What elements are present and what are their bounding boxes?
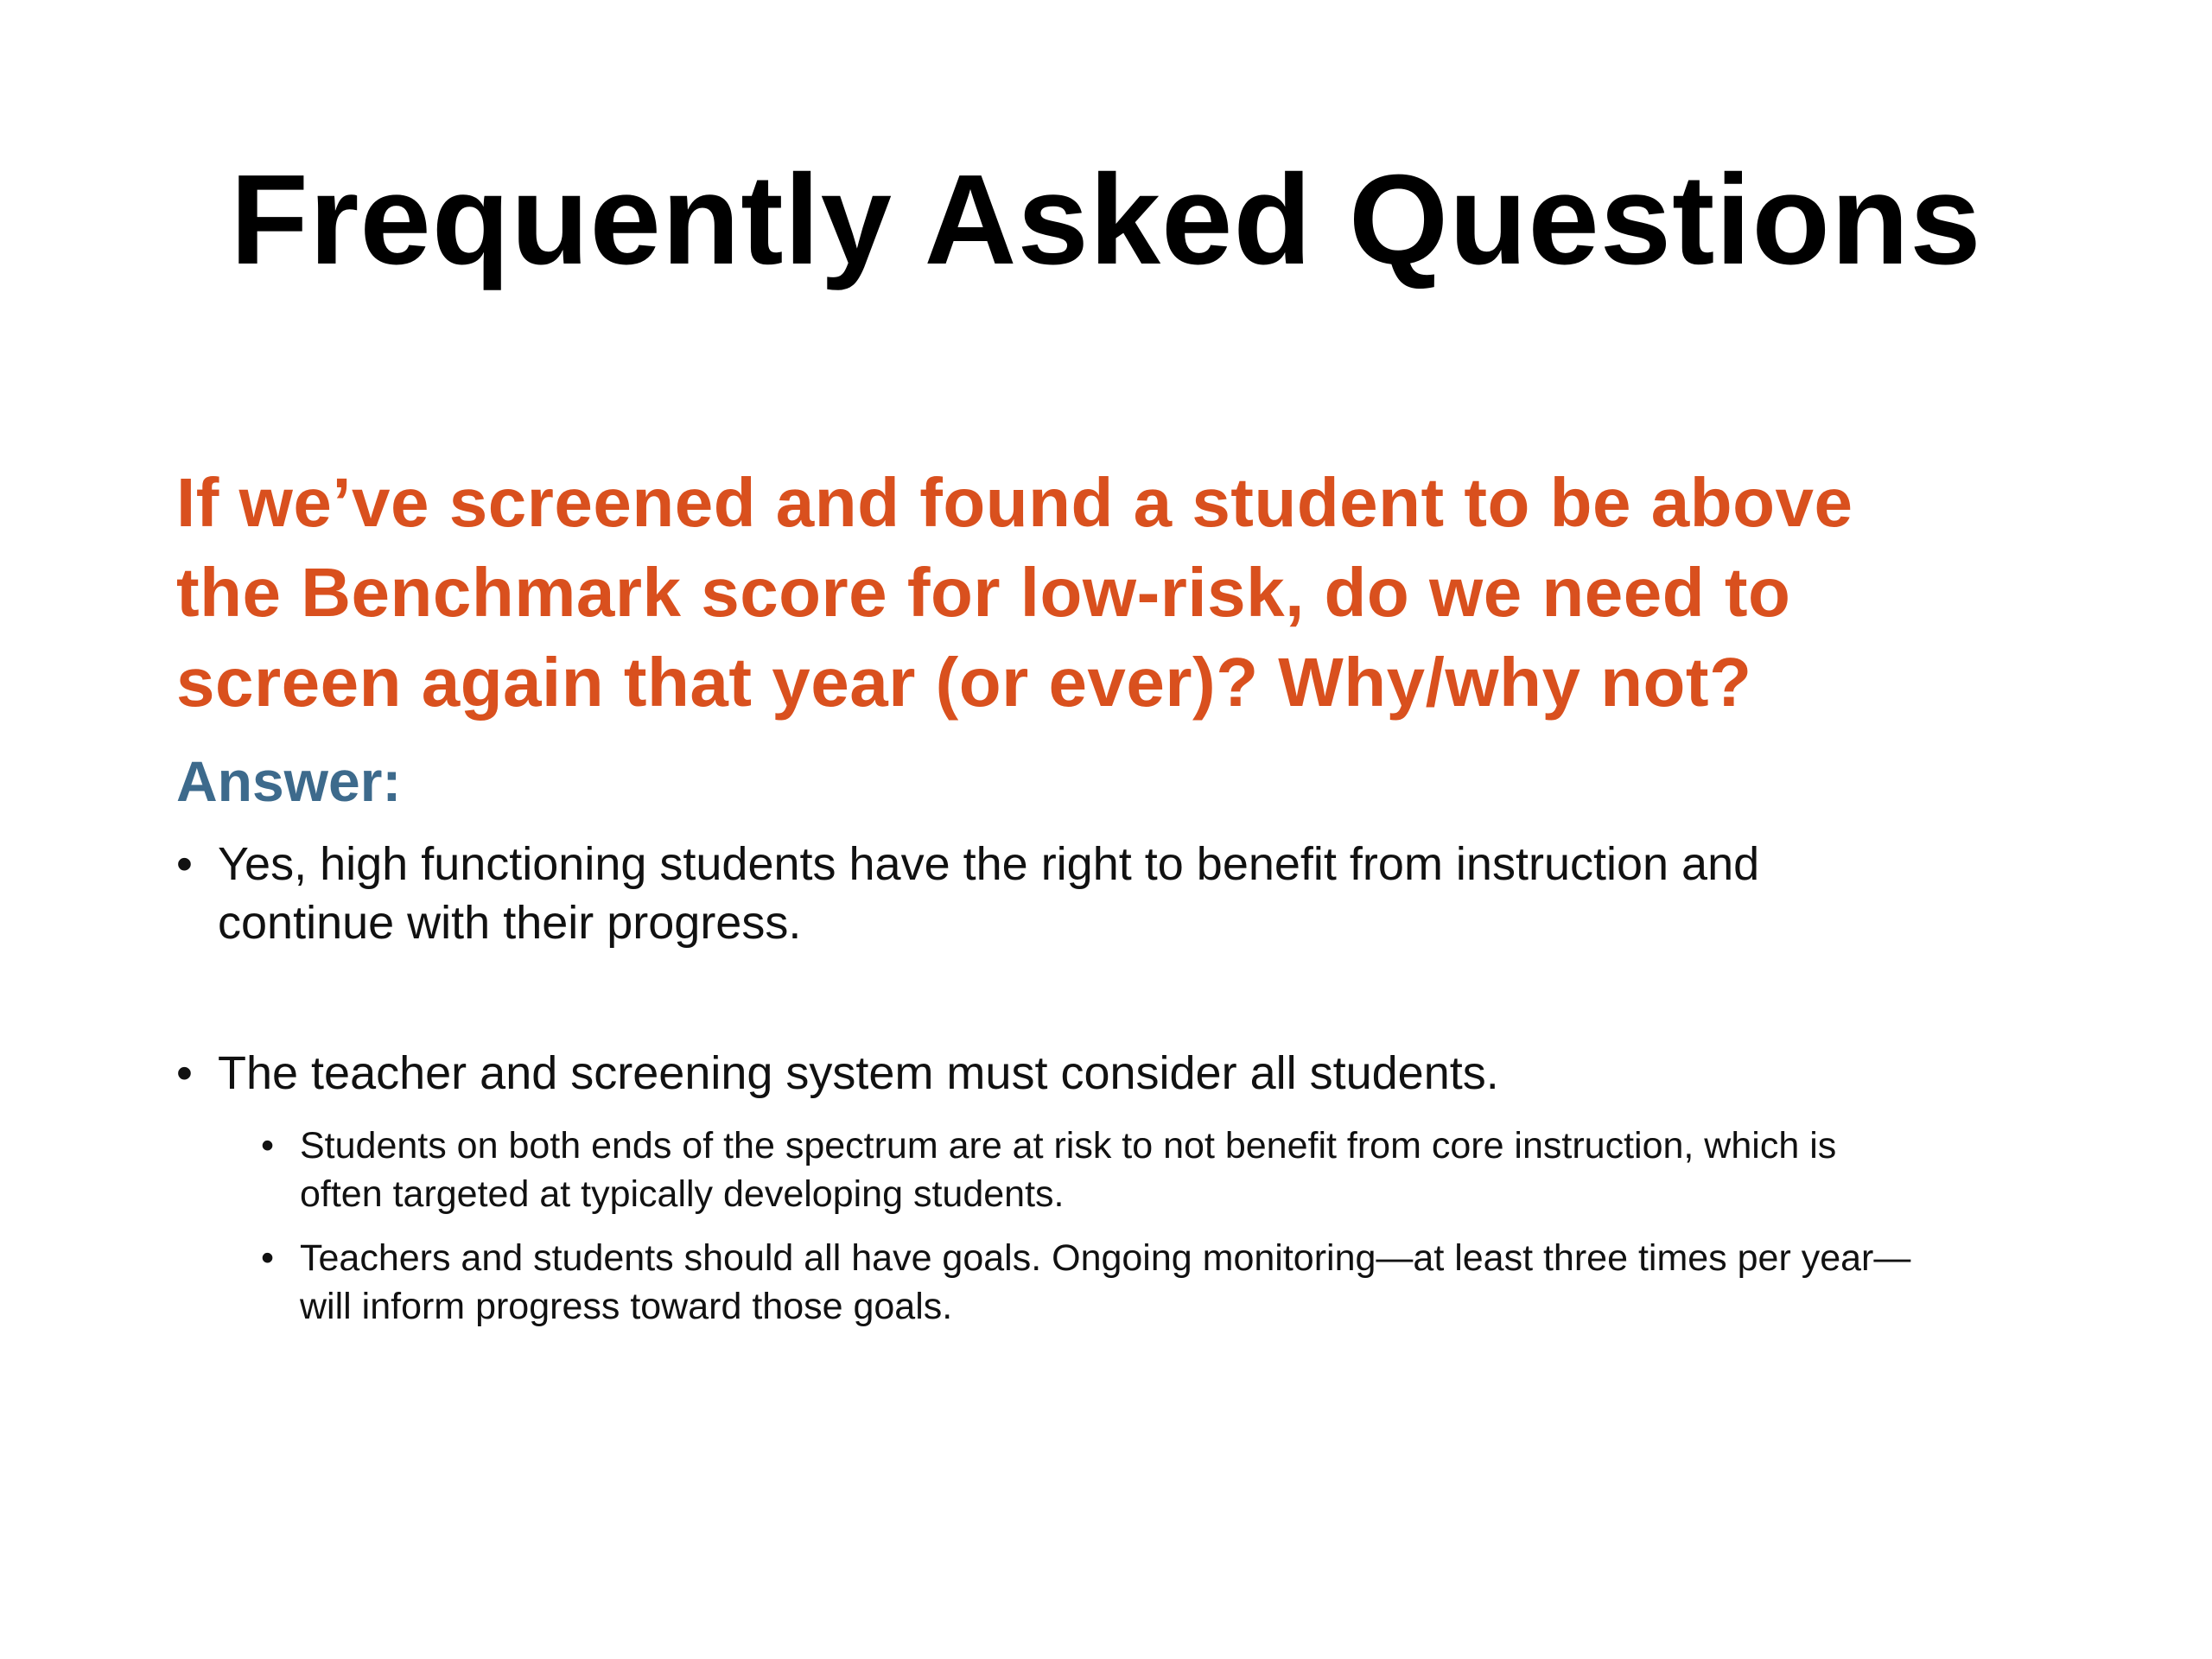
bullet-text: [218, 835, 1759, 952]
bullet-line: Yes, high functioning students have the right to benefit from instruction and: [218, 838, 1760, 890]
sub-bullet-line: Teachers and students should all have goals. Ongoing monitoring—at least three times per year—: [300, 1237, 1911, 1279]
question-line: screen again that year (or ever)? Why/why not?: [176, 644, 1752, 721]
slide-title: Frequently Asked Questions: [230, 149, 1982, 291]
bullet-icon: •: [176, 1047, 193, 1099]
sub-bullet-text: [300, 1122, 1836, 1218]
bullet-icon: •: [261, 1237, 275, 1279]
bullet-icon: •: [261, 1125, 275, 1166]
sub-bullet-line: Students on both ends of the spectrum are at risk to not benefit from core instruction, which is: [300, 1125, 1837, 1166]
sub-bullet-line: often targeted at typically developing students.: [300, 1173, 1065, 1215]
sub-bullet-line: will inform progress toward those goals.: [300, 1286, 953, 1327]
bullet-line: continue with their progress.: [218, 897, 802, 949]
faq-question: [176, 458, 2103, 728]
sub-bullet-text: [300, 1234, 1910, 1331]
answer-label: Answer:: [176, 749, 402, 813]
bullet-icon: •: [176, 838, 193, 890]
bullet-text: [218, 1044, 1499, 1103]
bullet-line: The teacher and screening system must consider all students.: [218, 1047, 1499, 1099]
question-line: If we’ve screened and found a student to be above: [176, 464, 1853, 541]
question-line: the Benchmark score for low-risk, do we need to: [176, 554, 1791, 631]
